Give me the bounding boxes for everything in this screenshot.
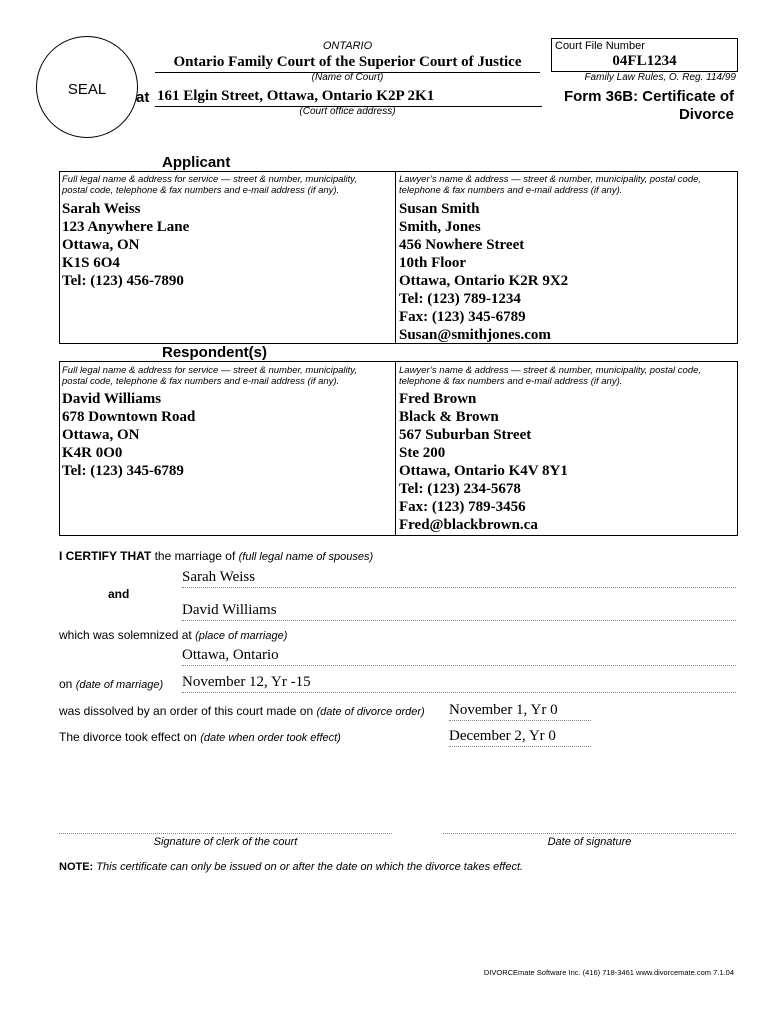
respondent-lawyer-firm: Black & Brown bbox=[399, 409, 499, 425]
court-address: 161 Elgin Street, Ottawa, Ontario K2P 2K1 bbox=[155, 88, 542, 107]
on-hint: (date of marriage) bbox=[75, 679, 164, 691]
applicant-lawyer-floor: 10th Floor bbox=[399, 255, 467, 271]
applicant-phone: Tel: (123) 456-7890 bbox=[62, 273, 184, 289]
on-line bbox=[59, 677, 163, 691]
form-title bbox=[520, 88, 734, 124]
applicant-lawyer-hint: Lawyer’s name & address — street & number, municipality, postal code, telephone & fax numbers and e-mail address (if any). bbox=[399, 174, 702, 196]
province-label: ONTARIO bbox=[322, 40, 373, 52]
applicant-lawyer-phone: Tel: (123) 789-1234 bbox=[399, 291, 521, 307]
applicant-party-hint: Full legal name & address for service — street & number, municipality, postal code, telephone & fax numbers and e-mail address (if any). bbox=[62, 174, 357, 196]
dissolved-text: was dissolved by an order of this court made on bbox=[59, 704, 314, 718]
and-label: and bbox=[108, 587, 130, 601]
clerk-signature-line[interactable] bbox=[59, 833, 392, 834]
respondent-postal: K4R 0O0 bbox=[62, 445, 123, 461]
date-signature-caption: Date of signature bbox=[547, 836, 632, 848]
dissolved-line bbox=[59, 704, 425, 718]
respondent-divider bbox=[395, 362, 396, 535]
respondent-party-hint: Full legal name & address for service — street & number, municipality, postal code, telephone & fax numbers and e-mail address (if any). bbox=[62, 365, 357, 387]
respondent-lawyer-name: Fred Brown bbox=[399, 391, 477, 407]
date-signature-line[interactable] bbox=[443, 833, 736, 834]
spouse1-field[interactable]: Sarah Weiss bbox=[182, 569, 736, 588]
respondent-lawyer-hint: Lawyer’s name & address — street & number, municipality, postal code, telephone & fax numbers and e-mail address (if any). bbox=[399, 365, 702, 387]
applicant-city: Ottawa, ON bbox=[62, 237, 140, 253]
applicant-party-details[interactable] bbox=[62, 200, 189, 290]
applicant-divider bbox=[395, 172, 396, 343]
effect-date-field[interactable]: December 2, Yr 0 bbox=[449, 728, 591, 747]
software-footer: DIVORCEmate Software Inc. (416) 718-3461 www.divorcemate.com 7.1.04 bbox=[483, 968, 734, 977]
form-title-line-1: Form 36B: Certificate of bbox=[563, 88, 734, 105]
applicant-lawyer-name: Susan Smith bbox=[399, 201, 480, 217]
seal-circle bbox=[36, 36, 138, 138]
respondent-lawyer-city: Ottawa, Ontario K4V 8Y1 bbox=[399, 463, 568, 479]
respondent-phone: Tel: (123) 345-6789 bbox=[62, 463, 184, 479]
respondent-heading: Respondent(s) bbox=[162, 344, 267, 361]
applicant-lawyer-street: 456 Nowhere Street bbox=[399, 237, 525, 253]
applicant-lawyer-email: Susan@smithjones.com bbox=[399, 327, 551, 343]
respondent-name: David Williams bbox=[62, 391, 162, 407]
effect-hint: (date when order took effect) bbox=[200, 732, 341, 744]
on-text: on bbox=[59, 677, 73, 691]
applicant-postal: K1S 6O4 bbox=[62, 255, 120, 271]
court-name-caption: (Name of Court) bbox=[311, 72, 384, 83]
applicant-name: Sarah Weiss bbox=[62, 201, 141, 217]
respondent-lawyer-email: Fred@blackbrown.ca bbox=[399, 517, 538, 533]
solemnized-line bbox=[59, 628, 287, 642]
solemnized-hint: (place of marriage) bbox=[195, 630, 288, 642]
applicant-lawyer-fax: Fax: (123) 345-6789 bbox=[399, 309, 526, 325]
applicant-lawyer-city: Ottawa, Ontario K2R 9X2 bbox=[399, 273, 569, 289]
form-title-line-2: Divorce bbox=[678, 106, 734, 123]
respondent-party-details[interactable] bbox=[62, 390, 195, 480]
certify-line bbox=[59, 549, 373, 563]
clerk-signature-caption: Signature of clerk of the court bbox=[153, 836, 298, 848]
certify-bold: I CERTIFY THAT bbox=[59, 549, 152, 563]
respondent-street: 678 Downtown Road bbox=[62, 409, 196, 425]
certify-text: the marriage of bbox=[154, 549, 236, 563]
certify-hint: (full legal name of spouses) bbox=[238, 551, 374, 563]
dissolved-hint: (date of divorce order) bbox=[316, 706, 425, 718]
seal-label: SEAL bbox=[67, 81, 107, 98]
respondent-lawyer-details[interactable] bbox=[399, 390, 568, 534]
respondent-city: Ottawa, ON bbox=[62, 427, 140, 443]
respondent-lawyer-suite: Ste 200 bbox=[399, 445, 446, 461]
rules-reference: Family Law Rules, O. Reg. 114/99 bbox=[584, 72, 736, 83]
spouse2-field[interactable]: David Williams bbox=[182, 602, 736, 621]
effect-line bbox=[59, 730, 341, 744]
court-file-number: 04FL1234 bbox=[612, 53, 677, 69]
court-name: Ontario Family Court of the Superior Court of Justice bbox=[155, 54, 540, 73]
marriage-date-field[interactable]: November 12, Yr -15 bbox=[182, 674, 736, 693]
applicant-heading: Applicant bbox=[162, 154, 231, 171]
applicant-street: 123 Anywhere Lane bbox=[62, 219, 190, 235]
applicant-lawyer-details[interactable] bbox=[399, 200, 568, 344]
court-address-caption: (Court office address) bbox=[299, 106, 396, 117]
note bbox=[59, 861, 523, 873]
respondent-lawyer-street: 567 Suburban Street bbox=[399, 427, 532, 443]
effect-text: The divorce took effect on bbox=[59, 730, 197, 744]
court-file-number-box[interactable] bbox=[551, 38, 738, 72]
note-text: This certificate can only be issued on or after the date on which the divorce takes effect. bbox=[96, 861, 524, 873]
respondent-lawyer-phone: Tel: (123) 234-5678 bbox=[399, 481, 521, 497]
respondent-lawyer-fax: Fax: (123) 789-3456 bbox=[399, 499, 526, 515]
note-label: NOTE: bbox=[59, 861, 94, 873]
applicant-lawyer-firm: Smith, Jones bbox=[399, 219, 481, 235]
court-file-number-label: Court File Number bbox=[555, 40, 645, 52]
solemnized-text: which was solemnized at bbox=[59, 628, 192, 642]
at-label: at bbox=[136, 89, 150, 106]
divorce-order-date-field[interactable]: November 1, Yr 0 bbox=[449, 702, 591, 721]
place-of-marriage-field[interactable]: Ottawa, Ontario bbox=[182, 647, 736, 666]
